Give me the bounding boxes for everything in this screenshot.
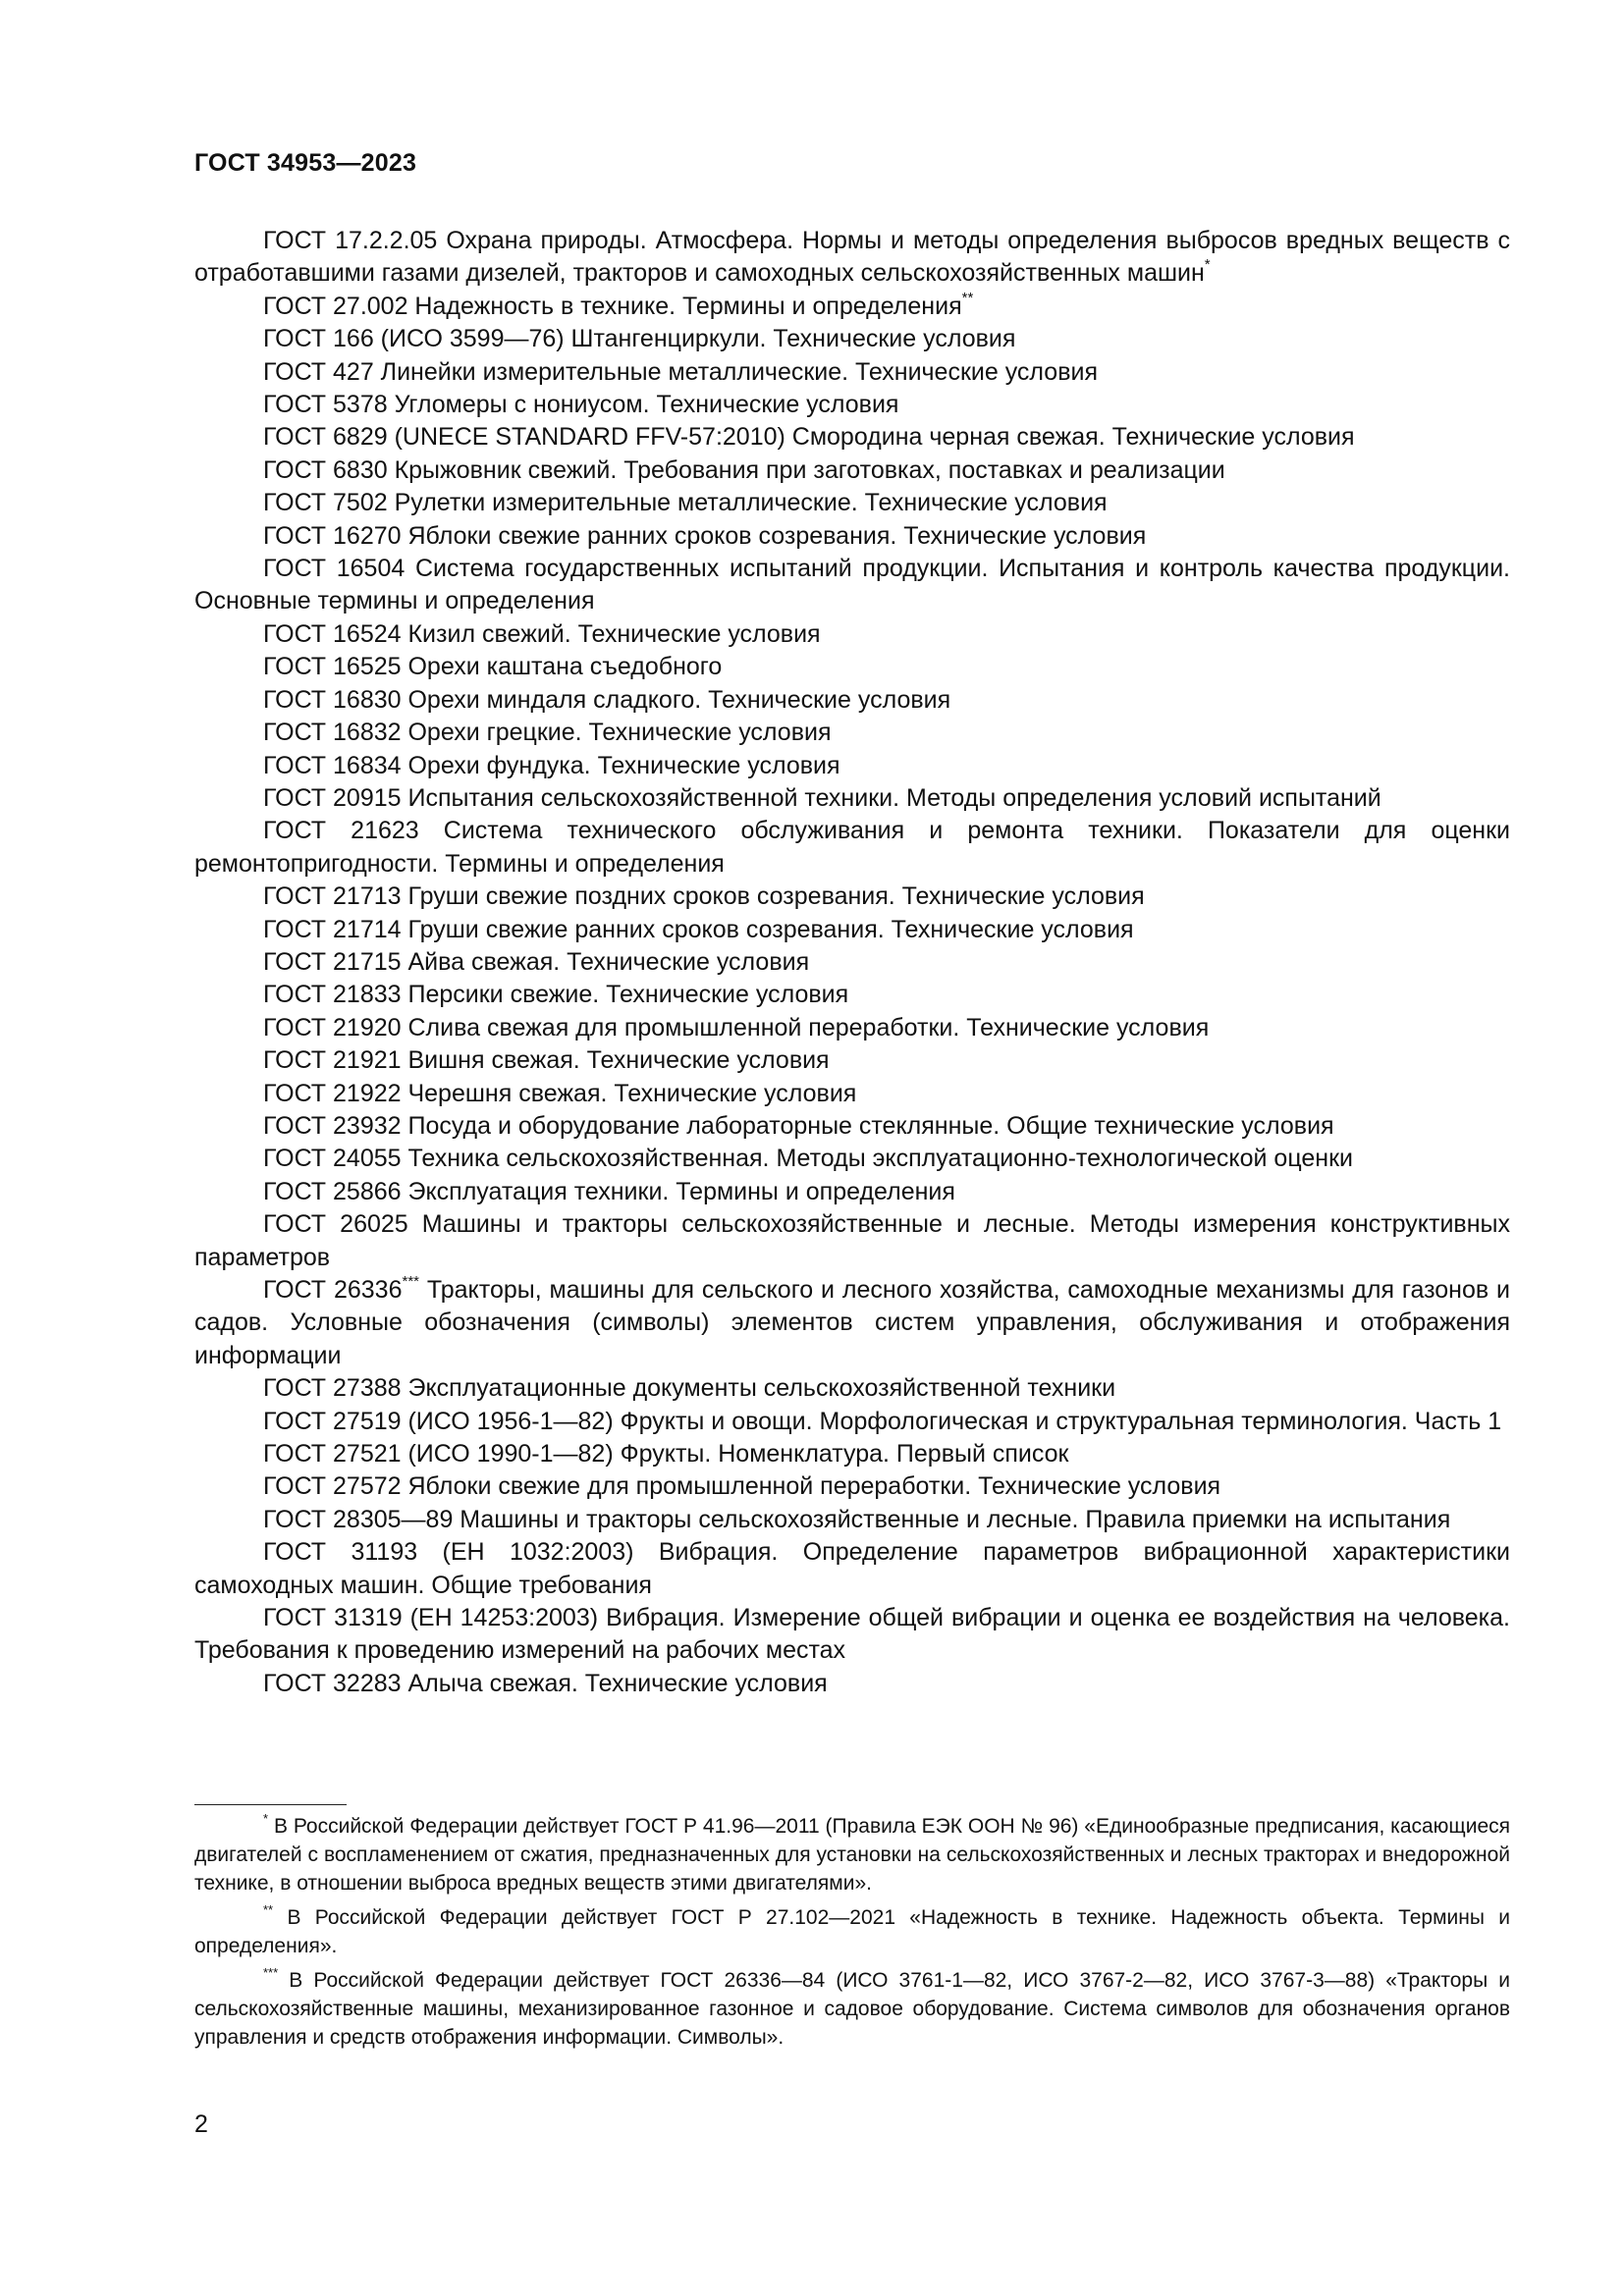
reference-item: ГОСТ 23932 Посуда и оборудование лабораторные стеклянные. Общие технические условия bbox=[263, 1111, 1334, 1140]
reference-item: ГОСТ 6830 Крыжовник свежий. Требования при заготовках, поставках и реализации bbox=[263, 455, 1225, 484]
reference-item: ГОСТ 26025 Машины и тракторы сельскохозяйственные и лесные. Методы измерения конструктивных параметров bbox=[194, 1210, 1510, 1271]
reference-item: ГОСТ 20915 Испытания сельскохозяйственной техники. Методы определения условий испытаний bbox=[263, 783, 1381, 812]
reference-item: ГОСТ 32283 Алыча свежая. Технические условия bbox=[263, 1669, 828, 1697]
reference-item: ГОСТ 28305—89 Машины и тракторы сельскохозяйственные и лесные. Правила приемки на испытания bbox=[263, 1505, 1451, 1533]
reference-item: ГОСТ 16524 Кизил свежий. Технические условия bbox=[263, 619, 821, 648]
footnote: ** В Российской Федерации действует ГОСТ Р 27.102—2021 «Надежность в технике. Надежность объекта. Термины и определения». bbox=[194, 1902, 1510, 1957]
footnote: *** В Российской Федерации действует ГОСТ 26336—84 (ИСО 3761-1—82, ИСО 3767-2—82, ИСО 3767-3—88) «Тракторы и сельскохозяйственные машины, механизированное газонное и садовое оборудование. Система символов для обозначения органов управления и средств отображения информации. Символы». bbox=[194, 1965, 1510, 2049]
reference-item: ГОСТ 24055 Техника сельскохозяйственная. Методы эксплуатационно-технологической оценки bbox=[263, 1145, 1353, 1173]
reference-item: ГОСТ 21833 Персики свежие. Технические условия bbox=[263, 981, 849, 1009]
reference-item: ГОСТ 166 (ИСО 3599—76) Штангенциркули. Технические условия bbox=[263, 325, 1016, 353]
reference-item: ГОСТ 31319 (ЕН 14253:2003) Вибрация. Измерение общей вибрации и оценка ее воздействия на человека. Требования к проведению измерений на рабочих местах bbox=[194, 1604, 1510, 1665]
footnote-mark[interactable]: *** bbox=[402, 1273, 419, 1290]
reference-item: ГОСТ 6829 (UNECE STANDARD FFV-57:2010) Смородина черная свежая. Технические условия bbox=[263, 423, 1355, 452]
reference-item: ГОСТ 27.002 Надежность в технике. Термины и определения** bbox=[263, 289, 974, 320]
reference-item: ГОСТ 17.2.2.05 Охрана природы. Атмосфера. Нормы и методы определения выбросов вредных веществ с отработавшими газами дизелей, тракторов и самоходных сельскохозяйственных машин* bbox=[194, 227, 1510, 288]
page-number: 2 bbox=[194, 2110, 208, 2138]
footnote-mark[interactable]: ** bbox=[961, 289, 974, 306]
reference-item: ГОСТ 427 Линейки измерительные металлические. Технические условия bbox=[263, 357, 1098, 386]
reference-item: ГОСТ 21715 Айва свежая. Технические условия bbox=[263, 947, 810, 976]
reference-item: ГОСТ 16832 Орехи грецкие. Технические условия bbox=[263, 719, 832, 747]
reference-item: ГОСТ 7502 Рулетки измерительные металлические. Технические условия bbox=[263, 489, 1108, 517]
reference-item: ГОСТ 25866 Эксплуатация техники. Термины и определения bbox=[263, 1177, 955, 1205]
footnote-divider bbox=[194, 1804, 347, 1805]
reference-item: ГОСТ 5378 Угломеры с нониусом. Технические условия bbox=[263, 391, 899, 419]
footnote: * В Российской Федерации действует ГОСТ Р 41.96—2011 (Правила ЕЭК ООН № 96) «Единообразные предписания, касающиеся двигателей с воспламенением от сжатия, предназначенных для установки на сельскохозяйственных и лесных тракторах и внедорожной технике, в отношении выброса вредных веществ этими двигателями». bbox=[194, 1811, 1510, 1895]
reference-item: ГОСТ 21714 Груши свежие ранних сроков созревания. Технические условия bbox=[263, 915, 1134, 943]
reference-item: ГОСТ 21713 Груши свежие поздних сроков созревания. Технические условия bbox=[263, 882, 1145, 911]
normative-references bbox=[194, 225, 1510, 1700]
footnotes bbox=[194, 1812, 1510, 2057]
reference-item: ГОСТ 27388 Эксплуатационные документы сельскохозяйственной техники bbox=[263, 1374, 1116, 1403]
reference-item: ГОСТ 27521 (ИСО 1990-1—82) Фрукты. Номенклатура. Первый список bbox=[263, 1440, 1069, 1468]
reference-item: ГОСТ 21920 Слива свежая для промышленной переработки. Технические условия bbox=[263, 1013, 1210, 1041]
reference-item: ГОСТ 16834 Орехи фундука. Технические условия bbox=[263, 751, 840, 779]
footnote-mark[interactable]: * bbox=[1204, 256, 1211, 274]
reference-item: ГОСТ 21921 Вишня свежая. Технические условия bbox=[263, 1046, 830, 1075]
footnote-mark: *** bbox=[263, 1965, 279, 1980]
reference-item: ГОСТ 16525 Орехи каштана съедобного bbox=[263, 653, 723, 681]
document-header: ГОСТ 34953—2023 bbox=[194, 149, 417, 177]
reference-item: ГОСТ 31193 (ЕН 1032:2003) Вибрация. Определение параметров вибрационной характеристики самоходных машин. Общие требования bbox=[194, 1538, 1510, 1599]
reference-item: ГОСТ 16830 Орехи миндаля сладкого. Технические условия bbox=[263, 685, 951, 714]
footnote-mark: * bbox=[263, 1811, 269, 1826]
reference-item: ГОСТ 16270 Яблоки свежие ранних сроков созревания. Технические условия bbox=[263, 521, 1147, 550]
reference-item: ГОСТ 27519 (ИСО 1956-1—82) Фрукты и овощи. Морфологическая и структуральная терминология. Часть 1 bbox=[263, 1407, 1502, 1435]
reference-item: ГОСТ 21623 Система технического обслуживания и ремонта техники. Показатели для оценки ремонтопригодности. Термины и определения bbox=[194, 817, 1510, 878]
reference-item: ГОСТ 27572 Яблоки свежие для промышленной переработки. Технические условия bbox=[263, 1472, 1221, 1501]
footnote-mark: ** bbox=[263, 1902, 274, 1917]
reference-item: ГОСТ 21922 Черешня свежая. Технические условия bbox=[263, 1079, 857, 1107]
reference-item: ГОСТ 26336*** Тракторы, машины для сельского и лесного хозяйства, самоходные механизмы для газонов и садов. Условные обозначения (символы) элементов систем управления, обслуживания и отображения информации bbox=[194, 1273, 1510, 1369]
reference-item: ГОСТ 16504 Система государственных испытаний продукции. Испытания и контроль качества продукции. Основные термины и определения bbox=[194, 555, 1510, 615]
